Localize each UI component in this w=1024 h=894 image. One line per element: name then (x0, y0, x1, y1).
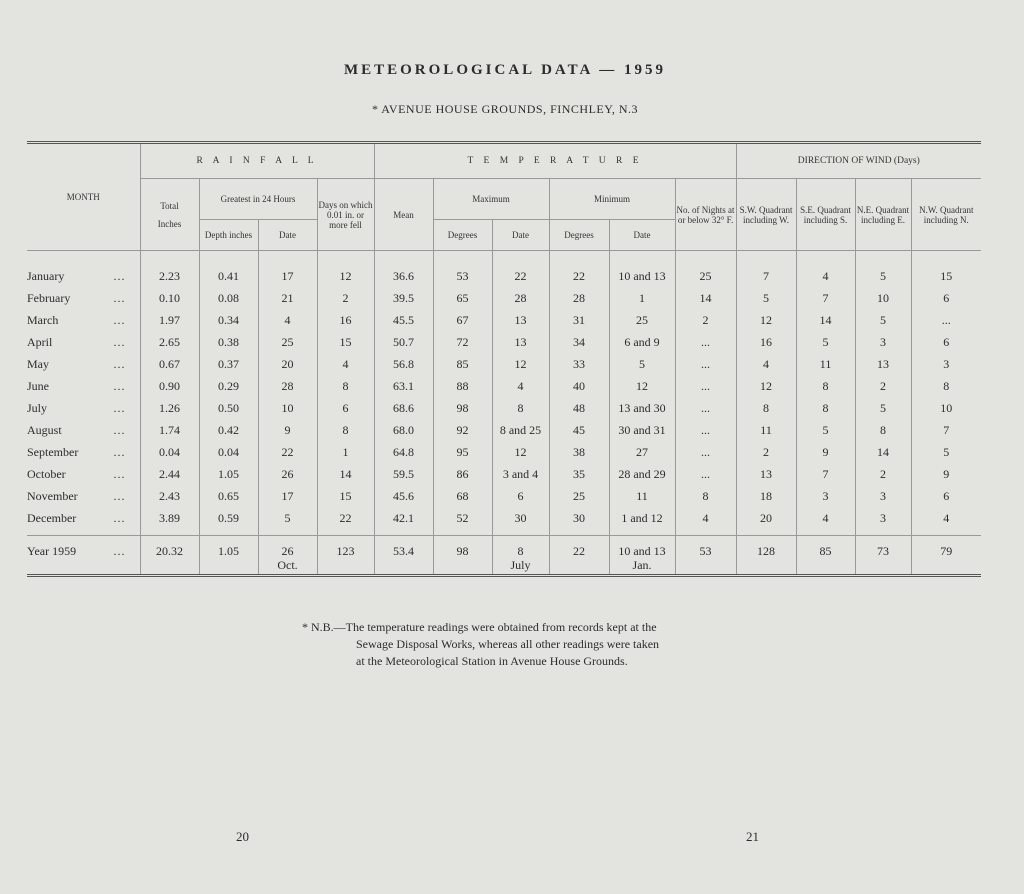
month-cell (27, 441, 140, 463)
mean-cell: 42.1 (374, 507, 433, 536)
mean-header: Mean (374, 179, 433, 251)
leader-dots: ... (113, 378, 126, 393)
month-cell (27, 309, 140, 331)
depth-total-cell (199, 536, 258, 575)
wind-nw-cell: ... (911, 309, 981, 331)
rain-date-header: Date (258, 220, 317, 251)
total-value: 53.4 (393, 544, 415, 558)
mean-cell: 68.6 (374, 397, 433, 419)
month-label: September (27, 444, 79, 459)
total-value: 20.32 (156, 544, 183, 558)
max-date-cell: 3 and 4 (492, 463, 549, 485)
min-date-total-cell (609, 536, 675, 575)
leader-dots: ... (113, 510, 126, 525)
rain-date-cell: 4 (258, 309, 317, 331)
month-cell (27, 375, 140, 397)
table-row (27, 463, 981, 485)
mean-total-cell (374, 536, 433, 575)
wind-se-cell: 7 (796, 463, 855, 485)
depth-cell: 0.37 (199, 353, 258, 375)
depth-cell: 0.50 (199, 397, 258, 419)
days-on-cell: 8 (317, 375, 374, 397)
wind-sw-cell: 12 (736, 375, 796, 397)
max-degrees-header: Degrees (433, 220, 492, 251)
rain-date-cell: 17 (258, 251, 317, 288)
footnote-line-1: * N.B.—The temperature readings were obtained from records kept at the (302, 620, 657, 634)
total-inches-cell: 0.10 (140, 287, 199, 309)
wind-ne-cell: 14 (855, 441, 911, 463)
month-label: December (27, 510, 77, 525)
mean-cell: 45.5 (374, 309, 433, 331)
inches-label: Inches (157, 218, 182, 229)
max-degrees-cell: 53 (433, 251, 492, 288)
nights-cell: 4 (675, 507, 736, 536)
min-date-cell: 11 (609, 485, 675, 507)
min-degrees-header: Degrees (549, 220, 609, 251)
max-date-cell: 8 (492, 397, 549, 419)
month-cell (27, 419, 140, 441)
max-date-cell: 13 (492, 309, 549, 331)
wind-se-cell: 8 (796, 375, 855, 397)
month-cell (27, 485, 140, 507)
max-date-cell: 30 (492, 507, 549, 536)
wind-ne-cell: 3 (855, 331, 911, 353)
max-degrees-cell: 92 (433, 419, 492, 441)
rain-date-cell: 25 (258, 331, 317, 353)
wind-nw-cell: 8 (911, 375, 981, 397)
total-inches-cell: 0.04 (140, 441, 199, 463)
rain-date-cell: 22 (258, 441, 317, 463)
meteorological-table (27, 144, 981, 574)
min-degrees-cell: 30 (549, 507, 609, 536)
total-value: 53 (699, 544, 712, 558)
wind-sw-cell: 11 (736, 419, 796, 441)
total-inches-cell: 1.97 (140, 309, 199, 331)
rain-date-cell: 10 (258, 397, 317, 419)
max-date-cell: 8 and 25 (492, 419, 549, 441)
min-date-cell: 10 and 13 (609, 251, 675, 288)
wind-sw-cell: 4 (736, 353, 796, 375)
days-on-cell: 6 (317, 397, 374, 419)
wind-nw-total-cell (911, 536, 981, 575)
depth-cell: 0.42 (199, 419, 258, 441)
rain-date-cell: 26 (258, 463, 317, 485)
month-cell (27, 287, 140, 309)
wind-ne-cell: 13 (855, 353, 911, 375)
wind-nw-cell: 6 (911, 485, 981, 507)
nights-cell: 25 (675, 251, 736, 288)
total-value: 8 (517, 544, 524, 558)
total-inches-cell: 2.65 (140, 331, 199, 353)
min-date-cell: 12 (609, 375, 675, 397)
month-total-cell (27, 536, 140, 575)
month-label: January (27, 268, 65, 283)
wind-ne-cell: 2 (855, 375, 911, 397)
depth-cell: 0.65 (199, 485, 258, 507)
min-date-cell: 27 (609, 441, 675, 463)
days-on-cell: 4 (317, 353, 374, 375)
days-on-total-cell (317, 536, 374, 575)
wind-se-cell: 4 (796, 251, 855, 288)
rain-date-cell: 21 (258, 287, 317, 309)
leader-dots: ... (113, 488, 126, 503)
leader-dots: ... (113, 290, 126, 305)
total-value: July (510, 558, 531, 572)
month-label: March (27, 312, 59, 327)
depth-cell: 0.41 (199, 251, 258, 288)
table-row (27, 507, 981, 536)
wind-sw-cell: 16 (736, 331, 796, 353)
min-degrees-cell: 25 (549, 485, 609, 507)
wind-nw-cell: 5 (911, 441, 981, 463)
wind-se-cell: 8 (796, 397, 855, 419)
min-degrees-cell: 31 (549, 309, 609, 331)
wind-sw-cell: 5 (736, 287, 796, 309)
depth-cell: 0.38 (199, 331, 258, 353)
mean-cell: 68.0 (374, 419, 433, 441)
wind-se-cell: 3 (796, 485, 855, 507)
max-date-cell: 13 (492, 331, 549, 353)
month-label: November (27, 488, 78, 503)
se-header: S.E. Quadrant including S. (796, 179, 855, 251)
wind-sw-cell: 12 (736, 309, 796, 331)
depth-cell: 1.05 (199, 463, 258, 485)
min-degrees-cell: 35 (549, 463, 609, 485)
wind-se-cell: 5 (796, 331, 855, 353)
ne-header: N.E. Quadrant including E. (855, 179, 911, 251)
table-row (27, 375, 981, 397)
depth-cell: 0.08 (199, 287, 258, 309)
nights-cell: ... (675, 331, 736, 353)
month-cell (27, 507, 140, 536)
year-label: Year 1959 (27, 544, 77, 558)
nights-cell: ... (675, 397, 736, 419)
min-degrees-cell: 40 (549, 375, 609, 397)
leader-dots: ... (113, 356, 126, 371)
wind-nw-cell: 4 (911, 507, 981, 536)
total-value: Jan. (632, 558, 652, 572)
page-title: METEOROLOGICAL DATA — 1959 (343, 62, 667, 78)
leader-dots: ... (113, 400, 126, 415)
wind-sw-cell: 7 (736, 251, 796, 288)
month-label: August (27, 422, 62, 437)
depth-cell: 0.29 (199, 375, 258, 397)
days-on-header: Days on which 0.01 in. or more fell (317, 179, 374, 251)
leader-dots: ... (113, 544, 126, 558)
wind-sw-cell: 13 (736, 463, 796, 485)
mean-cell: 64.8 (374, 441, 433, 463)
nights-cell: ... (675, 375, 736, 397)
max-degrees-cell: 88 (433, 375, 492, 397)
max-date-cell: 22 (492, 251, 549, 288)
month-cell (27, 353, 140, 375)
days-on-cell: 1 (317, 441, 374, 463)
table-row (27, 287, 981, 309)
min-degrees-cell: 33 (549, 353, 609, 375)
min-degrees-cell: 45 (549, 419, 609, 441)
table-row (27, 485, 981, 507)
total-value: 73 (877, 544, 890, 558)
table-row (27, 251, 981, 288)
nw-header: N.W. Quadrant including N. (911, 179, 981, 251)
total-inches-cell: 0.90 (140, 375, 199, 397)
total-label: Total (160, 200, 179, 211)
rain-date-cell: 17 (258, 485, 317, 507)
max-degrees-cell: 95 (433, 441, 492, 463)
table-row (27, 353, 981, 375)
total-value: 26 (281, 544, 294, 558)
year-total-row (27, 536, 981, 575)
table-row (27, 331, 981, 353)
max-degrees-total-cell (433, 536, 492, 575)
max-degrees-cell: 86 (433, 463, 492, 485)
leader-dots: ... (113, 268, 126, 283)
wind-ne-cell: 5 (855, 397, 911, 419)
footnote (302, 619, 659, 670)
days-on-cell: 16 (317, 309, 374, 331)
rain-date-total-cell (258, 536, 317, 575)
table-row (27, 309, 981, 331)
wind-nw-cell: 9 (911, 463, 981, 485)
total-inches-cell: 0.67 (140, 353, 199, 375)
days-on-cell: 12 (317, 251, 374, 288)
wind-sw-cell: 8 (736, 397, 796, 419)
wind-nw-cell: 15 (911, 251, 981, 288)
greatest-header: Greatest in 24 Hours (199, 179, 317, 220)
total-value: 79 (940, 544, 953, 558)
max-degrees-cell: 65 (433, 287, 492, 309)
days-on-cell: 8 (317, 419, 374, 441)
min-degrees-cell: 22 (549, 251, 609, 288)
month-cell (27, 397, 140, 419)
min-date-cell: 25 (609, 309, 675, 331)
max-date-cell: 6 (492, 485, 549, 507)
sw-header: S.W. Quadrant including W. (736, 179, 796, 251)
page-subtitle: * AVENUE HOUSE GROUNDS, FINCHLEY, N.3 (371, 102, 639, 116)
wind-se-cell: 4 (796, 507, 855, 536)
wind-ne-total-cell (855, 536, 911, 575)
wind-se-cell: 9 (796, 441, 855, 463)
rain-date-cell: 28 (258, 375, 317, 397)
nights-cell: ... (675, 353, 736, 375)
depth-header: Depth inches (199, 220, 258, 251)
max-date-total-cell (492, 536, 549, 575)
min-degrees-total-cell (549, 536, 609, 575)
leader-dots: ... (113, 422, 126, 437)
min-degrees-cell: 48 (549, 397, 609, 419)
wind-ne-cell: 5 (855, 309, 911, 331)
table-body (27, 251, 981, 575)
total-value: Oct. (277, 558, 298, 572)
total-value: 10 and 13 (618, 544, 666, 558)
rain-date-cell: 9 (258, 419, 317, 441)
days-on-cell: 22 (317, 507, 374, 536)
wind-header: DIRECTION OF WIND (Days) (736, 144, 981, 179)
total-inches-header (140, 179, 199, 251)
days-on-cell: 15 (317, 485, 374, 507)
nights-cell: 2 (675, 309, 736, 331)
days-on-cell: 2 (317, 287, 374, 309)
month-cell (27, 331, 140, 353)
depth-cell: 0.59 (199, 507, 258, 536)
min-degrees-cell: 34 (549, 331, 609, 353)
wind-sw-total-cell (736, 536, 796, 575)
wind-ne-cell: 10 (855, 287, 911, 309)
min-date-cell: 6 and 9 (609, 331, 675, 353)
days-on-cell: 14 (317, 463, 374, 485)
mean-cell: 59.5 (374, 463, 433, 485)
max-degrees-cell: 52 (433, 507, 492, 536)
rainfall-header: R A I N F A L L (140, 144, 374, 179)
max-degrees-cell: 72 (433, 331, 492, 353)
footnote-line-3: at the Meteorological Station in Avenue House Grounds. (356, 654, 628, 668)
max-degrees-cell: 67 (433, 309, 492, 331)
min-date-cell: 5 (609, 353, 675, 375)
page-number-left: 20 (236, 829, 249, 844)
leader-dots: ... (113, 312, 126, 327)
wind-se-total-cell (796, 536, 855, 575)
wind-se-cell: 14 (796, 309, 855, 331)
mean-cell: 36.6 (374, 251, 433, 288)
wind-ne-cell: 8 (855, 419, 911, 441)
min-date-cell: 1 (609, 287, 675, 309)
nights-cell: 8 (675, 485, 736, 507)
wind-ne-cell: 3 (855, 507, 911, 536)
table-row (27, 397, 981, 419)
rain-date-cell: 5 (258, 507, 317, 536)
mean-cell: 45.6 (374, 485, 433, 507)
month-label: June (27, 378, 49, 393)
month-label: April (27, 334, 53, 349)
nights-cell: ... (675, 419, 736, 441)
month-cell (27, 463, 140, 485)
min-date-cell: 1 and 12 (609, 507, 675, 536)
total-value: 128 (757, 544, 776, 558)
month-label: October (27, 466, 66, 481)
month-header: MONTH (27, 144, 140, 251)
wind-ne-cell: 5 (855, 251, 911, 288)
min-degrees-cell: 38 (549, 441, 609, 463)
wind-nw-cell: 6 (911, 331, 981, 353)
max-date-cell: 4 (492, 375, 549, 397)
total-inches-cell: 2.43 (140, 485, 199, 507)
depth-cell: 0.04 (199, 441, 258, 463)
mean-cell: 39.5 (374, 287, 433, 309)
rain-date-cell: 20 (258, 353, 317, 375)
wind-nw-cell: 6 (911, 287, 981, 309)
mean-cell: 63.1 (374, 375, 433, 397)
table-row (27, 419, 981, 441)
minimum-header: Minimum (549, 179, 675, 220)
min-date-cell: 28 and 29 (609, 463, 675, 485)
month-cell (27, 251, 140, 288)
wind-se-cell: 5 (796, 419, 855, 441)
max-date-cell: 28 (492, 287, 549, 309)
total-value: 123 (336, 544, 355, 558)
total-inches-cell: 1.74 (140, 419, 199, 441)
wind-sw-cell: 18 (736, 485, 796, 507)
leader-dots: ... (113, 444, 126, 459)
max-degrees-cell: 68 (433, 485, 492, 507)
total-inches-cell: 2.23 (140, 251, 199, 288)
min-date-cell: 30 and 31 (609, 419, 675, 441)
nights-total-cell (675, 536, 736, 575)
min-degrees-cell: 28 (549, 287, 609, 309)
min-date-header: Date (609, 220, 675, 251)
footnote-line-2: Sewage Disposal Works, whereas all other readings were taken (356, 637, 660, 651)
page-number-right: 21 (746, 829, 759, 844)
max-date-header: Date (492, 220, 549, 251)
nights-header: No. of Nights at or below 32° F. (675, 179, 736, 251)
nights-cell: ... (675, 463, 736, 485)
wind-sw-cell: 20 (736, 507, 796, 536)
total-inches-cell: 2.44 (140, 463, 199, 485)
month-label: May (27, 356, 49, 371)
total-inches-cell: 3.89 (140, 507, 199, 536)
mean-cell: 56.8 (374, 353, 433, 375)
max-date-cell: 12 (492, 441, 549, 463)
total-value: 85 (819, 544, 832, 558)
nights-cell: ... (675, 441, 736, 463)
wind-nw-cell: 7 (911, 419, 981, 441)
month-label: February (27, 290, 71, 305)
total-value: 1.05 (218, 544, 239, 558)
days-on-cell: 15 (317, 331, 374, 353)
wind-ne-cell: 2 (855, 463, 911, 485)
wind-se-cell: 11 (796, 353, 855, 375)
max-degrees-cell: 98 (433, 397, 492, 419)
wind-se-cell: 7 (796, 287, 855, 309)
max-date-cell: 12 (492, 353, 549, 375)
leader-dots: ... (113, 334, 126, 349)
month-label: July (27, 400, 48, 415)
leader-dots: ... (113, 466, 126, 481)
total-inches-cell: 1.26 (140, 397, 199, 419)
table-row (27, 441, 981, 463)
wind-sw-cell: 2 (736, 441, 796, 463)
wind-nw-cell: 3 (911, 353, 981, 375)
total-value: 98 (456, 544, 469, 558)
max-degrees-cell: 85 (433, 353, 492, 375)
maximum-header: Maximum (433, 179, 549, 220)
total-inches-total-cell (140, 536, 199, 575)
depth-cell: 0.34 (199, 309, 258, 331)
mean-cell: 50.7 (374, 331, 433, 353)
nights-cell: 14 (675, 287, 736, 309)
wind-nw-cell: 10 (911, 397, 981, 419)
temperature-header: T E M P E R A T U R E (374, 144, 736, 179)
wind-ne-cell: 3 (855, 485, 911, 507)
total-value: 22 (573, 544, 586, 558)
min-date-cell: 13 and 30 (609, 397, 675, 419)
data-table-wrapper (27, 141, 981, 577)
